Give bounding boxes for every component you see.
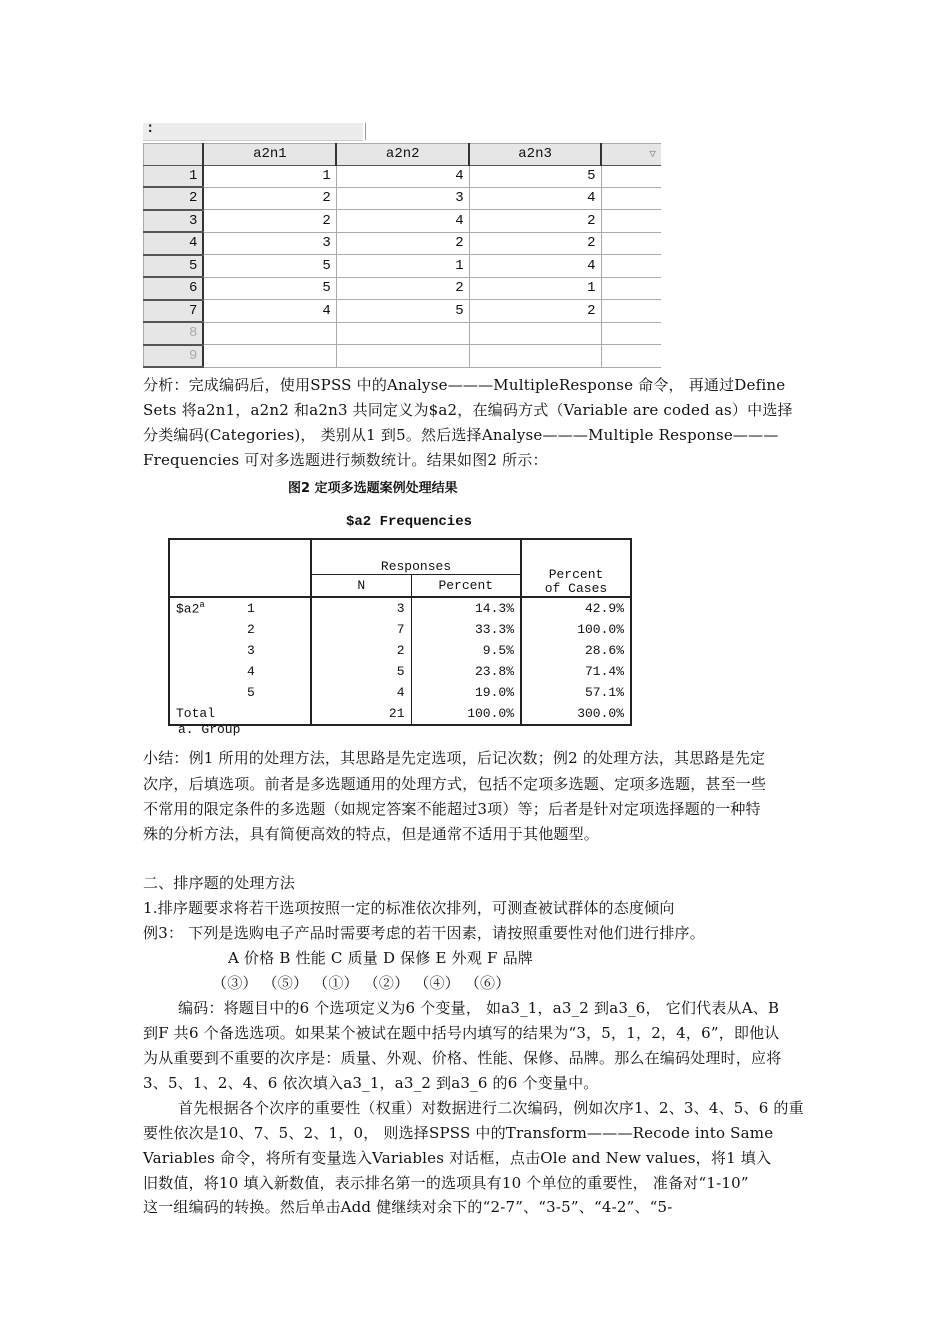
data-cell[interactable]: 5	[469, 165, 601, 187]
data-row	[144, 345, 662, 368]
section-title: 二、排序题的处理方法	[143, 874, 296, 892]
n-value: 5	[311, 661, 411, 682]
percent-value: 9.5%	[482, 643, 514, 658]
percent-value: 14.3%	[474, 601, 514, 616]
n-header: N	[311, 575, 411, 598]
frequency-row	[169, 640, 631, 661]
group-label	[169, 640, 241, 661]
data-row	[144, 165, 662, 187]
n-value: 4	[311, 682, 411, 703]
empty-cell[interactable]	[601, 345, 661, 368]
row-header[interactable]: 6	[144, 277, 204, 300]
data-cell[interactable]	[336, 322, 469, 345]
empty-cell[interactable]	[601, 277, 661, 300]
cases-value: 100.0%	[521, 619, 631, 640]
data-row	[144, 277, 662, 300]
analysis-line: Frequencies 可对多选题进行频数统计。结果如图2 所示：	[143, 451, 548, 469]
coding-line: 编码：将题目中的6 个选项定义为6 个变量， 如a3_1，a3_2 到a3_6， 它们代表从A、B	[178, 999, 780, 1017]
category: 2	[241, 619, 311, 640]
data-cell[interactable]: 4	[336, 165, 469, 187]
cell-indicator: :	[146, 121, 155, 137]
spss-data-grid	[143, 121, 661, 364]
data-cell[interactable]: 5	[203, 255, 336, 278]
data-cell[interactable]: 2	[203, 187, 336, 210]
row-header[interactable]: 3	[144, 210, 204, 233]
cases-value: 57.1%	[521, 682, 631, 703]
analysis-line: Sets 将a2n1，a2n2 和a2n3 共同定义为$a2，在编码方式（Variable are coded as）中选择	[143, 401, 793, 419]
column-header[interactable]: a2n2	[336, 144, 469, 166]
category: 1	[241, 597, 311, 619]
cell-editor-bar[interactable]	[143, 123, 363, 141]
example-3: 例3： 下列是选购电子产品时需要考虑的若干因素，请按照重要性对他们进行排序。	[143, 924, 705, 942]
frequency-row	[169, 661, 631, 682]
footnote: a. Group	[178, 722, 241, 737]
frequencies-title: $a2 Frequencies	[345, 514, 473, 530]
frequency-row	[169, 682, 631, 703]
group-label	[169, 619, 241, 640]
summary-line: 次序，后填选项。前者是多选题通用的处理方式，包括不定项多选题、定项多选题，甚至一些	[143, 775, 767, 793]
analysis-line: 分析：完成编码后，使用SPSS 中的Analyse———MultipleResponse 命令， 再通过Define	[143, 376, 786, 394]
data-cell[interactable]: 1	[469, 277, 601, 300]
options-line: A 价格 B 性能 C 质量 D 保修 E 外观 F 品牌	[228, 949, 533, 967]
coding-line: 3、5、1、2、4、6 依次填入a3_1，a3_2 到a3_6 的6 个变量中。	[143, 1074, 599, 1092]
percent-header: Percent	[411, 575, 521, 598]
frequency-row	[169, 597, 631, 619]
group-label	[169, 682, 241, 703]
n-value: 3	[311, 597, 411, 619]
column-header[interactable]: a2n1	[203, 144, 336, 166]
recode-line: 这一组编码的转换。然后单击Add 健继续对余下的“2-7”、“3-5”、“4-2”、“5-	[143, 1198, 673, 1216]
figure-caption: 图2 定项多选题案例处理结果	[288, 481, 458, 496]
empty-cell[interactable]	[601, 232, 661, 255]
cases-value: 300.0%	[521, 703, 631, 725]
data-cell[interactable]: 5	[203, 277, 336, 300]
data-row	[144, 300, 662, 323]
data-cell[interactable]	[203, 345, 336, 368]
frequencies-output	[143, 500, 675, 740]
data-cell[interactable]	[469, 322, 601, 345]
cases-value: 71.4%	[521, 661, 631, 682]
responses-header: Responses	[311, 539, 521, 575]
data-cell[interactable]: 2	[469, 300, 601, 323]
empty-cell[interactable]	[601, 187, 661, 210]
recode-line: 旧数值，将10 填入新数值，表示排名第一的选项具有10 个单位的重要性， 准备对“1-10”	[143, 1174, 749, 1192]
data-cell[interactable]: 5	[336, 300, 469, 323]
group-label: $a2$^a$	[176, 600, 205, 617]
total-label: Total	[169, 703, 311, 725]
data-cell[interactable]: 2	[469, 210, 601, 233]
scroll-arrow-icon[interactable]: ▽	[601, 144, 661, 166]
empty-cell[interactable]	[601, 322, 661, 345]
row-header[interactable]: 7	[144, 300, 204, 323]
data-cell[interactable]: 3	[336, 187, 469, 210]
frequency-row	[169, 619, 631, 640]
percent-value: 23.8%	[474, 664, 514, 679]
point-1: 1.排序题要求将若干选项按照一定的标准依次排列，可测查被试群体的态度倾向	[143, 899, 675, 917]
empty-cell[interactable]	[601, 165, 661, 187]
corner-header	[144, 144, 204, 166]
percent-value: 100.0%	[467, 706, 514, 721]
frequencies-table	[168, 538, 632, 726]
category: 5	[241, 682, 311, 703]
row-header[interactable]: 2	[144, 187, 204, 210]
cases-value: 42.9%	[521, 597, 631, 619]
empty-cell[interactable]	[601, 300, 661, 323]
answers-line: （③） （⑤） （①） （②） （④） （⑥）	[212, 974, 511, 992]
data-cell[interactable]: 2	[336, 277, 469, 300]
data-row	[144, 210, 662, 233]
row-header[interactable]: 4	[144, 232, 204, 255]
data-cell[interactable]: 4	[336, 210, 469, 233]
percent-of-cases-header: Percent of Cases	[521, 539, 631, 597]
analysis-line: 分类编码(Categories)， 类别从1 到5。然后选择Analyse———Multiple Response———	[143, 426, 779, 444]
data-table	[143, 143, 661, 368]
percent-value: 33.3%	[474, 622, 514, 637]
percent-value: 19.0%	[474, 685, 514, 700]
data-row	[144, 232, 662, 255]
empty-cell[interactable]	[601, 210, 661, 233]
data-cell[interactable]: 4	[469, 187, 601, 210]
data-cell[interactable]: 2	[336, 232, 469, 255]
data-cell[interactable]: 3	[203, 232, 336, 255]
summary-line: 不常用的限定条件的多选题（如规定答案不能超过3项）等；后者是针对定项选择题的一种特	[143, 800, 761, 818]
row-header[interactable]: 1	[144, 165, 204, 187]
data-cell[interactable]	[336, 345, 469, 368]
summary-line: 小结：例1 所用的处理方法，其思路是先定选项，后记次数；例2 的处理方法，其思路是先定	[143, 749, 766, 767]
category: 3	[241, 640, 311, 661]
recode-line: 首先根据各个次序的重要性（权重）对数据进行二次编码，例如次序1、2、3、4、5、6 的重	[178, 1099, 804, 1117]
n-value: 2	[311, 640, 411, 661]
data-row	[144, 255, 662, 278]
n-value: 21	[311, 703, 411, 725]
row-header[interactable]: 5	[144, 255, 204, 278]
empty-cell[interactable]	[601, 255, 661, 278]
data-cell[interactable]: 2	[203, 210, 336, 233]
data-cell[interactable]: 1	[336, 255, 469, 278]
category: 4	[241, 661, 311, 682]
row-header[interactable]: 9	[144, 345, 204, 368]
data-cell[interactable]: 4	[203, 300, 336, 323]
data-cell[interactable]	[203, 322, 336, 345]
data-row	[144, 187, 662, 210]
coding-line: 为从重要到不重要的次序是：质量、外观、价格、性能、保修、品牌。那么在编码处理时，应将	[143, 1049, 782, 1067]
data-cell[interactable]: 4	[469, 255, 601, 278]
divider	[365, 123, 366, 140]
summary-line: 殊的分析方法，具有简便高效的特点，但是通常不适用于其他题型。	[143, 825, 600, 843]
cases-value: 28.6%	[521, 640, 631, 661]
data-cell[interactable]	[469, 345, 601, 368]
recode-line: Variables 命令，将所有变量选入Variables 对话框，点击Ole and New values，将1 填入	[143, 1149, 772, 1167]
data-cell[interactable]: 2	[469, 232, 601, 255]
group-label	[169, 661, 241, 682]
data-row	[144, 322, 662, 345]
n-value: 7	[311, 619, 411, 640]
coding-line: 到F 共6 个备选选项。如果某个被试在题中括号内填写的结果为“3，5，1，2，4，6”，即他认	[143, 1024, 780, 1042]
recode-line: 要性依次是10、7、5、2、1，0， 则选择SPSS 中的Transform———Recode into Same	[143, 1124, 774, 1142]
row-header[interactable]: 8	[144, 322, 204, 345]
column-header[interactable]: a2n3	[469, 144, 601, 166]
data-cell[interactable]: 1	[203, 165, 336, 187]
